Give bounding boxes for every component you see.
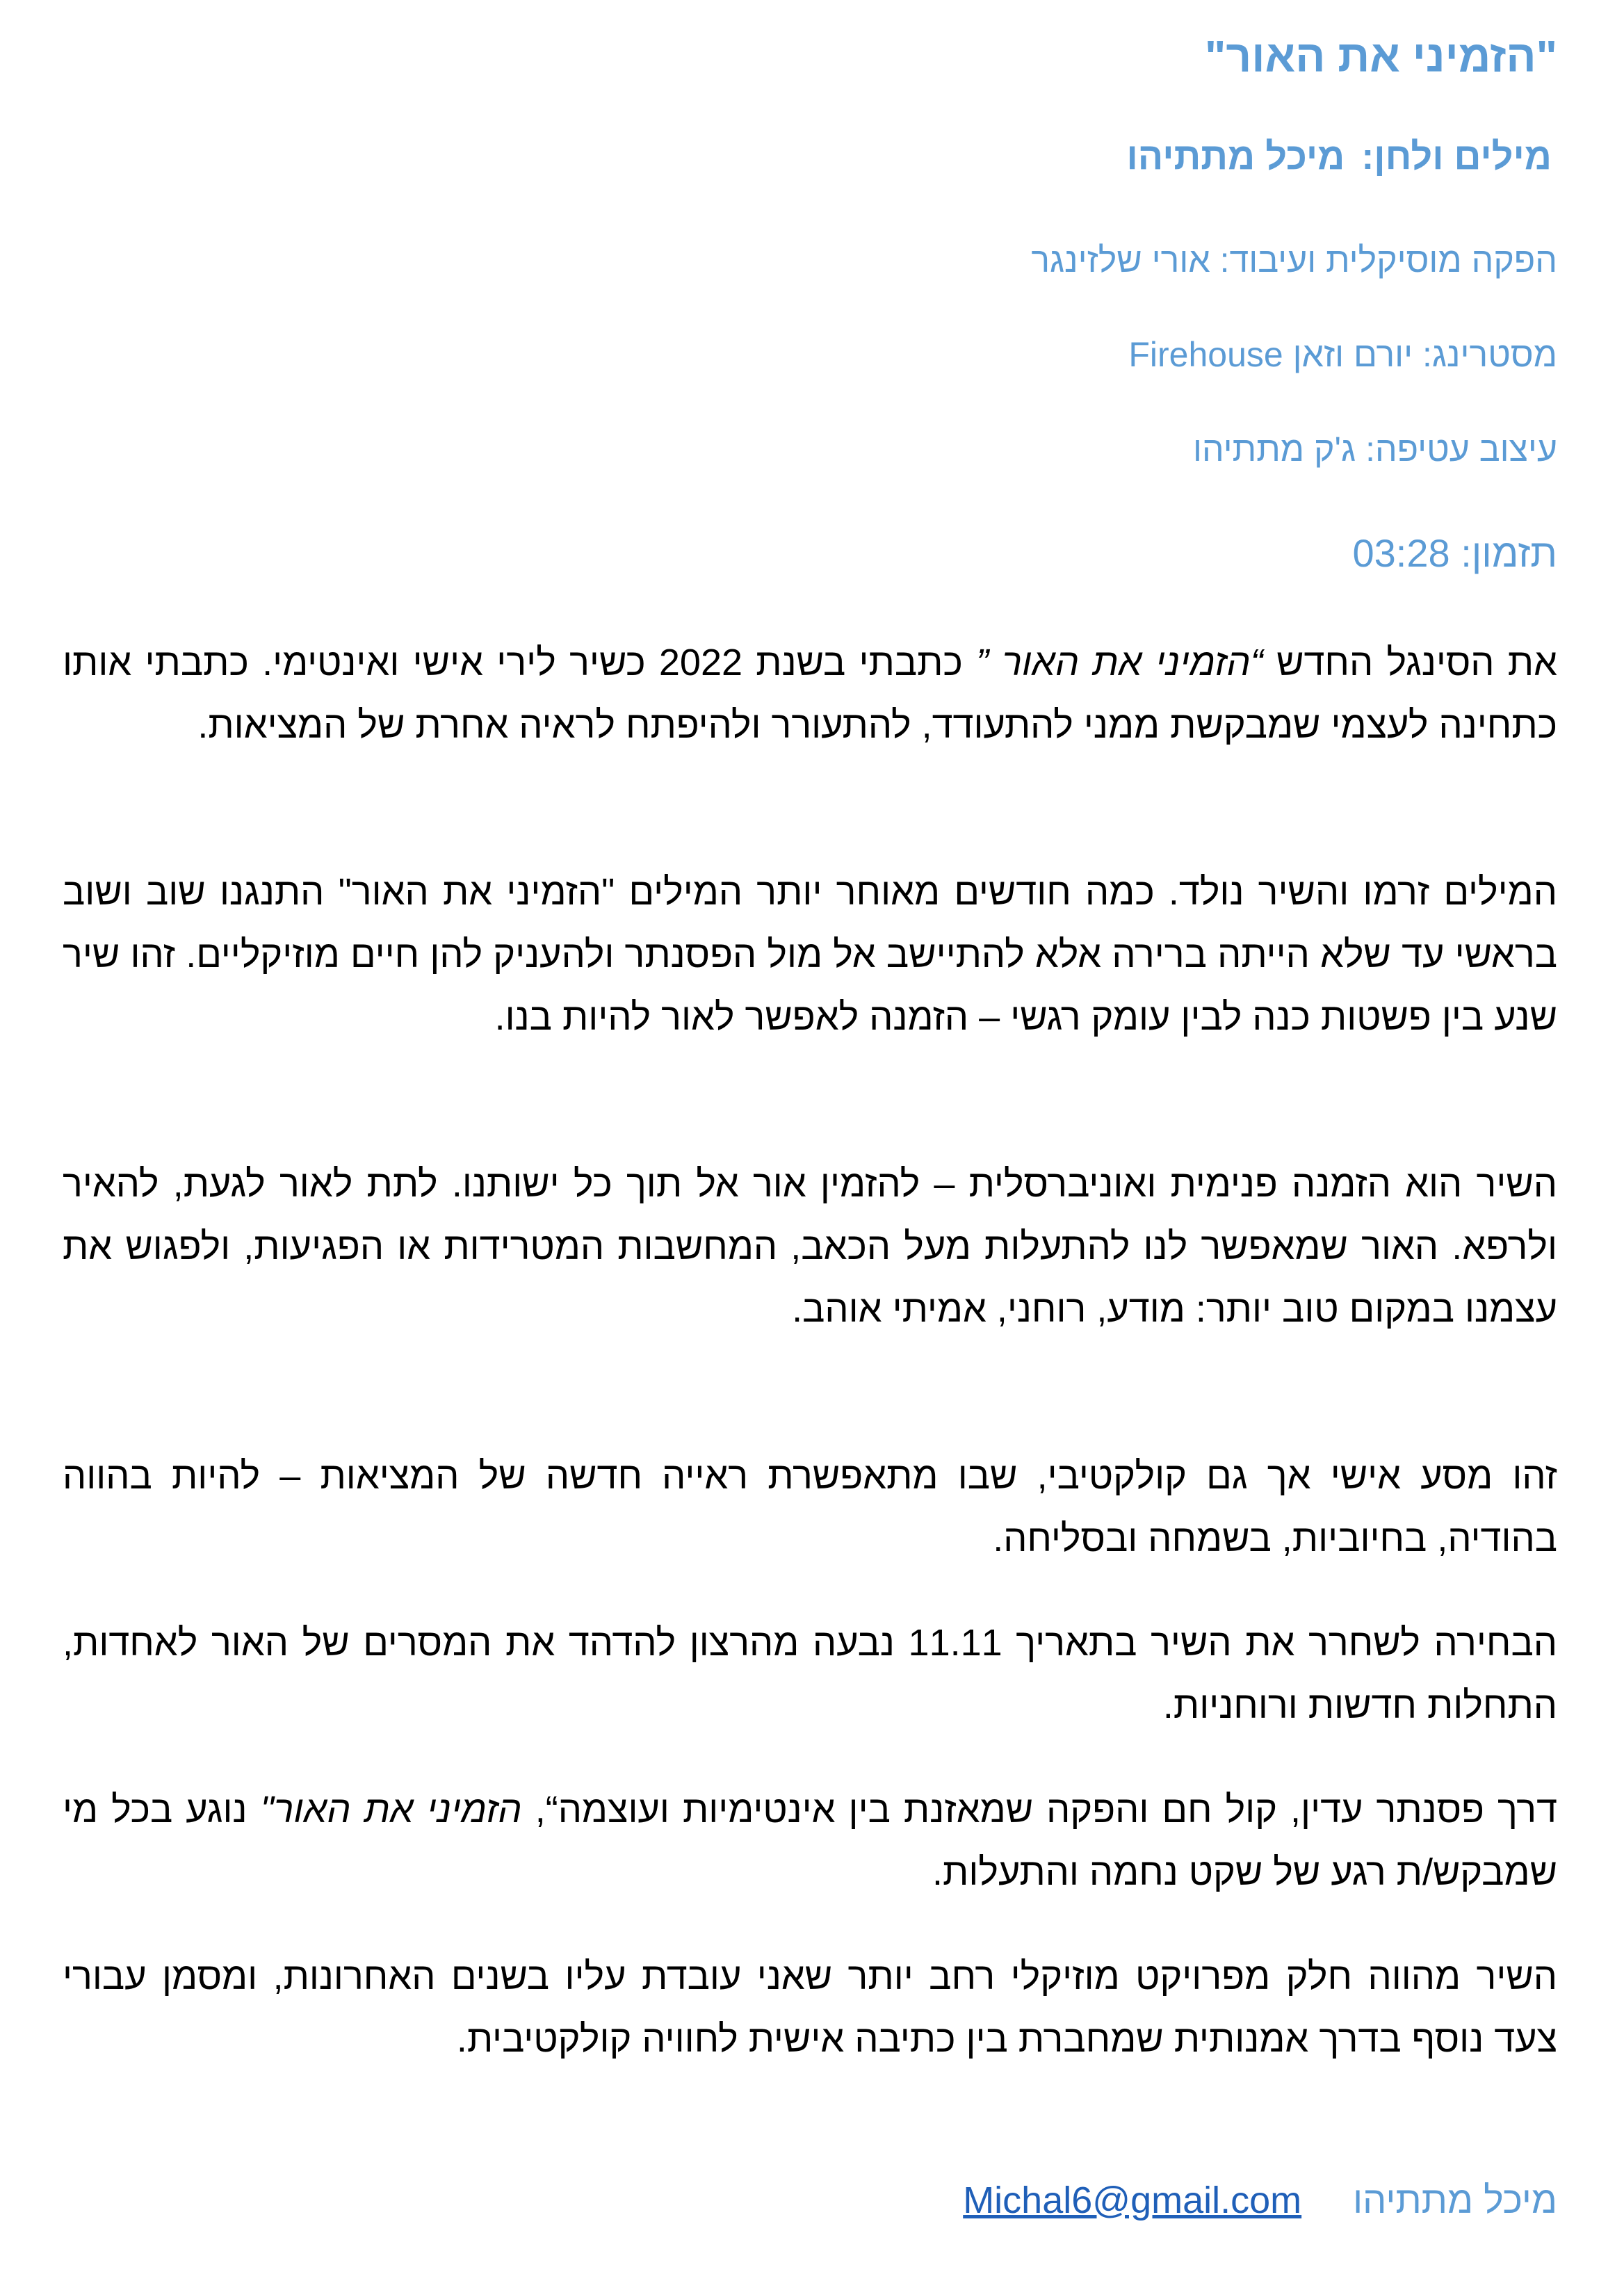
mastering-credit <box>63 332 1557 378</box>
paragraph-6-text-a: דרך פסנתר עדין, קול חם והפקה שמאזנת בין אינטימיות ועוצמה“, <box>521 1789 1558 1831</box>
email-link[interactable]: Michal6@gmail.com <box>963 2179 1302 2221</box>
duration: תזמון: 03:28 <box>1352 531 1557 575</box>
paragraph-6-song-name: הזמיני את האור" <box>260 1789 522 1831</box>
mastering-label: מסטרינג: יורם וזאן <box>1292 335 1557 374</box>
paragraph-6-text-b: נוגע בכל מי שמבקש/ת רגע של שקט נחמה והתעלות. <box>63 1789 1557 1893</box>
paragraph-4: זהו מסע אישי אך גם קולקטיבי, שבו מתאפשרת ראייה חדשה של המציאות – להיות בהווה בהודיה, בחיוביות, בשמחה ובסליחה. <box>63 1455 1557 1559</box>
paragraph-5: הבחירה לשחרר את השיר בתאריך 11.11 נבעה מהרצון להדהד את המסרים של האור לאחדות, התחלות חדשות ורוחניות. <box>63 1622 1557 1726</box>
paragraph-1 <box>63 631 1557 756</box>
song-title: "הזמיני את האור" <box>1205 31 1557 81</box>
cover-design-credit: עיצוב עטיפה: ג'ק מתתיהו <box>1193 430 1557 469</box>
author-name: מיכל מתתיהו <box>1353 2179 1557 2221</box>
paragraph-1-text-b: כתבתי בשנת 2022 כשיר לירי אישי ואינטימי. כתבתי אותו כתחינה לעצמי שמבקשת ממני להתעודד, להתעורר ולהיפתח לראיה אחרת של המציאות. <box>63 642 1557 746</box>
mastering-studio: Firehouse <box>1128 335 1283 374</box>
paragraph-3: השיר הוא הזמנה פנימית ואוניברסלית – להזמין אור אל תוך כל ישותנו. לתת לאור לגעת, להאיר ולרפא. האור שמאפשר לנו להתעלות מעל הכאב, המחשבות המטרידות או הפגיעות, ולפגוש את עצמנו במקום טוב יותר: מודע, רוחני, אמיתי אוהב. <box>63 1163 1557 1330</box>
lyrics-music-credit <box>57 132 1552 181</box>
paragraph-7: השיר מהווה חלק מפרויקט מוזיקלי רחב יותר שאני עובדת עליו בשנים האחרונות, ומסמן עבורי צעד נוסף בדרך אמנותית שמחברת בין כתיבה אישית לחוויה קולקטיבית. <box>63 1956 1557 2060</box>
paragraph-6 <box>63 1778 1557 1903</box>
paragraph-2: המילים זרמו והשיר נולד. כמה חודשים מאוחר יותר המילים "הזמיני את האור" התנגנו שוב ושוב בראשי עד שלא הייתה ברירה אלא להתיישב אל מול הפסנתר ולהעניק להן חיים מוזיקליים. זהו שיר שנע בין פשטות כנה לבין עומק רגשי – הזמנה לאפשר לאור להיות בנו. <box>63 871 1557 1038</box>
footer-signature <box>63 2176 1557 2225</box>
production-credit: הפקה מוסיקלית ועיבוד: אורי שלזינגר <box>1031 241 1557 279</box>
lyrics-music-name: מיכל מתתיהו <box>1126 136 1345 177</box>
paragraph-1-song-name: “הזמיני את האור ” <box>976 642 1263 683</box>
paragraph-1-text-a: את הסינגל החדש <box>1262 642 1557 683</box>
lyrics-music-label: מילים ולחן: <box>1361 136 1552 177</box>
